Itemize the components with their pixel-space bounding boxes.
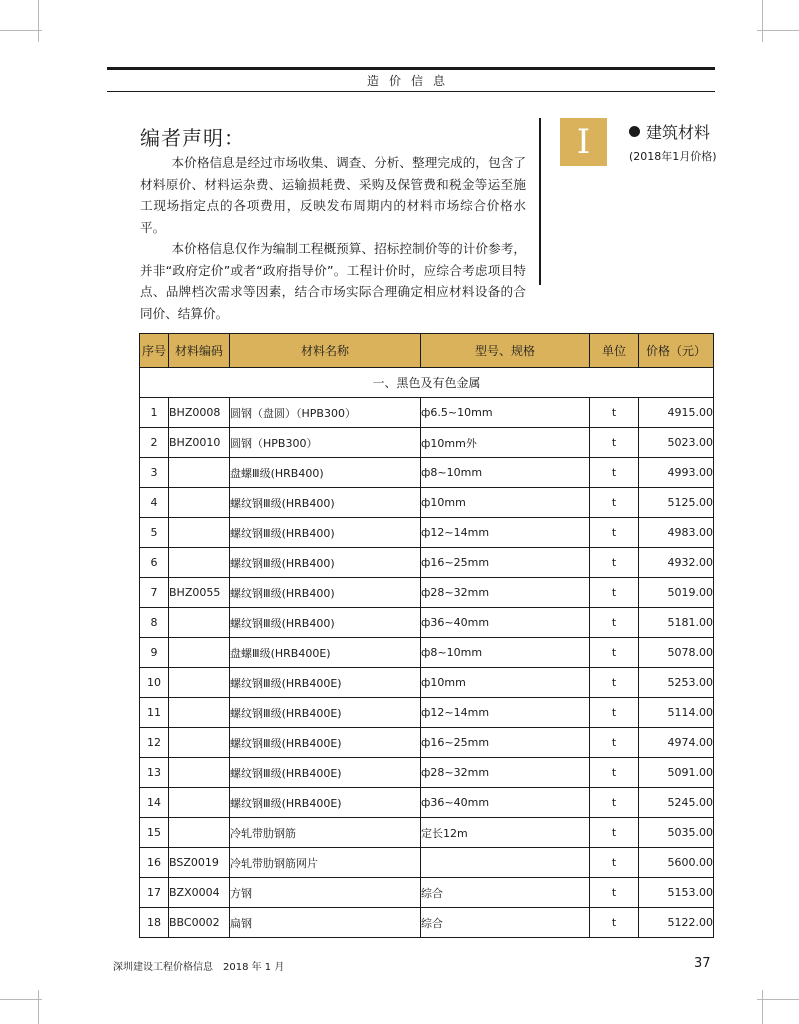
cell-code: BHZ0055 — [169, 578, 230, 608]
table-row — [140, 878, 714, 908]
table-row — [140, 458, 714, 488]
cell-unit: t — [590, 428, 639, 458]
cell-unit: t — [590, 878, 639, 908]
cell-seq: 5 — [140, 518, 169, 548]
cell-code — [169, 488, 230, 518]
cell-code — [169, 668, 230, 698]
cell-seq: 13 — [140, 758, 169, 788]
cell-code — [169, 458, 230, 488]
cell-price: 4993.00 — [639, 458, 714, 488]
section-title: 建筑材料 — [646, 123, 711, 142]
cell-name: 螺纹钢Ⅲ级(HRB400E) — [230, 728, 421, 758]
cell-name: 螺纹钢Ⅲ级(HRB400) — [230, 518, 421, 548]
cell-name: 扁钢 — [230, 908, 421, 938]
cell-spec: ф16~25mm — [421, 728, 590, 758]
table-row — [140, 668, 714, 698]
cell-unit: t — [590, 668, 639, 698]
cell-spec: ф28~32mm — [421, 578, 590, 608]
cell-price: 5019.00 — [639, 578, 714, 608]
table-row — [140, 608, 714, 638]
cell-code — [169, 518, 230, 548]
cell-name: 方钢 — [230, 878, 421, 908]
footer-publication: 深圳建设工程价格信息 2018 年 1 月 — [113, 962, 285, 973]
cell-seq: 4 — [140, 488, 169, 518]
cell-unit: t — [590, 518, 639, 548]
cell-spec: ф8~10mm — [421, 458, 590, 488]
cell-spec: ф28~32mm — [421, 758, 590, 788]
table-row — [140, 788, 714, 818]
table-row — [140, 488, 714, 518]
crop-mark — [38, 990, 39, 1024]
table-row — [140, 548, 714, 578]
cell-seq: 8 — [140, 608, 169, 638]
cell-unit: t — [590, 818, 639, 848]
cell-seq: 1 — [140, 398, 169, 428]
table-row — [140, 848, 714, 878]
cell-code: BZX0004 — [169, 878, 230, 908]
price-table — [139, 333, 714, 938]
crop-mark — [762, 0, 763, 42]
crop-mark — [757, 30, 799, 31]
cell-spec: ф8~10mm — [421, 638, 590, 668]
category-label: 一、黑色及有色金属 — [140, 368, 714, 398]
cell-unit: t — [590, 698, 639, 728]
cell-unit: t — [590, 578, 639, 608]
statement-body — [140, 152, 526, 324]
cell-seq: 12 — [140, 728, 169, 758]
cell-price: 5253.00 — [639, 668, 714, 698]
cell-code — [169, 758, 230, 788]
cell-price: 5035.00 — [639, 818, 714, 848]
section-date: (2018年1月价格) — [629, 150, 717, 163]
cell-code — [169, 698, 230, 728]
cell-name: 螺纹钢Ⅲ级(HRB400E) — [230, 698, 421, 728]
cell-spec: ф36~40mm — [421, 788, 590, 818]
crop-mark — [38, 0, 39, 42]
cell-name: 盘螺Ⅲ级(HRB400E) — [230, 638, 421, 668]
cell-code — [169, 788, 230, 818]
table-row — [140, 728, 714, 758]
cell-spec: ф10mm — [421, 488, 590, 518]
header-code: 材料编码 — [169, 334, 230, 368]
running-header-title: 造价信息 — [366, 74, 455, 88]
vertical-divider — [539, 118, 541, 285]
cell-unit: t — [590, 848, 639, 878]
cell-seq: 2 — [140, 428, 169, 458]
cell-seq: 7 — [140, 578, 169, 608]
cell-name: 螺纹钢Ⅲ级(HRB400) — [230, 488, 421, 518]
cell-name: 冷轧带肋钢筋网片 — [230, 848, 421, 878]
header-spec: 型号、规格 — [421, 334, 590, 368]
cell-price: 5125.00 — [639, 488, 714, 518]
cell-price: 5245.00 — [639, 788, 714, 818]
cell-name: 螺纹钢Ⅲ级(HRB400E) — [230, 788, 421, 818]
cell-price: 5181.00 — [639, 608, 714, 638]
cell-spec: 综合 — [421, 908, 590, 938]
cell-unit: t — [590, 458, 639, 488]
cell-unit: t — [590, 638, 639, 668]
cell-spec: 定长12m — [421, 818, 590, 848]
cell-code — [169, 608, 230, 638]
cell-name: 盘螺Ⅲ级(HRB400) — [230, 458, 421, 488]
cell-unit: t — [590, 728, 639, 758]
crop-mark — [0, 30, 42, 31]
table-row — [140, 638, 714, 668]
cell-name: 圆钢（盘圆）（HPB300） — [230, 398, 421, 428]
cell-seq: 11 — [140, 698, 169, 728]
header-rule — [107, 67, 715, 70]
cell-price: 5153.00 — [639, 878, 714, 908]
cell-seq: 3 — [140, 458, 169, 488]
cell-price: 4915.00 — [639, 398, 714, 428]
table-row — [140, 578, 714, 608]
statement-title: 编者声明： — [140, 126, 245, 150]
table-header-row — [140, 334, 714, 368]
category-row — [140, 368, 714, 398]
cell-seq: 6 — [140, 548, 169, 578]
cell-code — [169, 638, 230, 668]
crop-mark — [0, 999, 42, 1000]
header-rule — [107, 91, 715, 92]
cell-spec — [421, 848, 590, 878]
cell-price: 4983.00 — [639, 518, 714, 548]
table-row — [140, 698, 714, 728]
header-name: 材料名称 — [230, 334, 421, 368]
cell-spec: ф10mm — [421, 668, 590, 698]
section-numeral-badge: I — [560, 118, 607, 166]
cell-unit: t — [590, 488, 639, 518]
cell-code — [169, 728, 230, 758]
cell-code: BSZ0019 — [169, 848, 230, 878]
header-unit: 单位 — [590, 334, 639, 368]
bullet-icon — [629, 126, 640, 137]
cell-name: 螺纹钢Ⅲ级(HRB400E) — [230, 668, 421, 698]
table-row — [140, 518, 714, 548]
cell-unit: t — [590, 908, 639, 938]
cell-name: 螺纹钢Ⅲ级(HRB400) — [230, 548, 421, 578]
crop-mark — [757, 999, 799, 1000]
cell-code: BBC0002 — [169, 908, 230, 938]
table-row — [140, 428, 714, 458]
header-seq: 序号 — [140, 334, 169, 368]
header-price: 价格（元） — [639, 334, 714, 368]
cell-unit: t — [590, 398, 639, 428]
cell-name: 螺纹钢Ⅲ级(HRB400E) — [230, 758, 421, 788]
statement-paragraph: 本价格信息仅作为编制工程概预算、招标控制价等的计价参考，并非“政府定价”或者“政府指导价”。工程计价时，应综合考虑项目特点、品牌档次需求等因素，结合市场实际合理确定相应材料设备的合同价、结算价。 — [140, 241, 526, 321]
cell-spec: ф12~14mm — [421, 518, 590, 548]
cell-name: 冷轧带肋钢筋 — [230, 818, 421, 848]
cell-code: BHZ0008 — [169, 398, 230, 428]
cell-unit: t — [590, 758, 639, 788]
cell-seq: 14 — [140, 788, 169, 818]
table-row — [140, 398, 714, 428]
cell-unit: t — [590, 788, 639, 818]
cell-price: 5023.00 — [639, 428, 714, 458]
cell-unit: t — [590, 608, 639, 638]
cell-price: 5122.00 — [639, 908, 714, 938]
cell-spec: ф6.5~10mm — [421, 398, 590, 428]
cell-price: 4932.00 — [639, 548, 714, 578]
table-row — [140, 818, 714, 848]
cell-seq: 9 — [140, 638, 169, 668]
cell-code: BHZ0010 — [169, 428, 230, 458]
page-number: 37 — [694, 956, 711, 971]
crop-mark — [762, 990, 763, 1024]
cell-spec: 综合 — [421, 878, 590, 908]
cell-price: 4974.00 — [639, 728, 714, 758]
cell-name: 圆钢（HPB300） — [230, 428, 421, 458]
cell-seq: 18 — [140, 908, 169, 938]
cell-spec: ф10mm外 — [421, 428, 590, 458]
cell-spec: ф16~25mm — [421, 548, 590, 578]
cell-unit: t — [590, 548, 639, 578]
cell-spec: ф12~14mm — [421, 698, 590, 728]
cell-price: 5114.00 — [639, 698, 714, 728]
statement-paragraph: 本价格信息是经过市场收集、调查、分析、整理完成的，包含了材料原价、材料运杂费、运输损耗费、采购及保管费和税金等运至施工现场指定点的各项费用，反映发布周期内的材料市场综合价格水平。 — [140, 155, 526, 235]
cell-price: 5078.00 — [639, 638, 714, 668]
cell-name: 螺纹钢Ⅲ级(HRB400) — [230, 608, 421, 638]
cell-seq: 17 — [140, 878, 169, 908]
cell-seq: 15 — [140, 818, 169, 848]
table-row — [140, 908, 714, 938]
cell-spec: ф36~40mm — [421, 608, 590, 638]
cell-seq: 10 — [140, 668, 169, 698]
cell-price: 5091.00 — [639, 758, 714, 788]
cell-price: 5600.00 — [639, 848, 714, 878]
cell-code — [169, 818, 230, 848]
cell-name: 螺纹钢Ⅲ级(HRB400) — [230, 578, 421, 608]
cell-code — [169, 548, 230, 578]
table-row — [140, 758, 714, 788]
cell-seq: 16 — [140, 848, 169, 878]
